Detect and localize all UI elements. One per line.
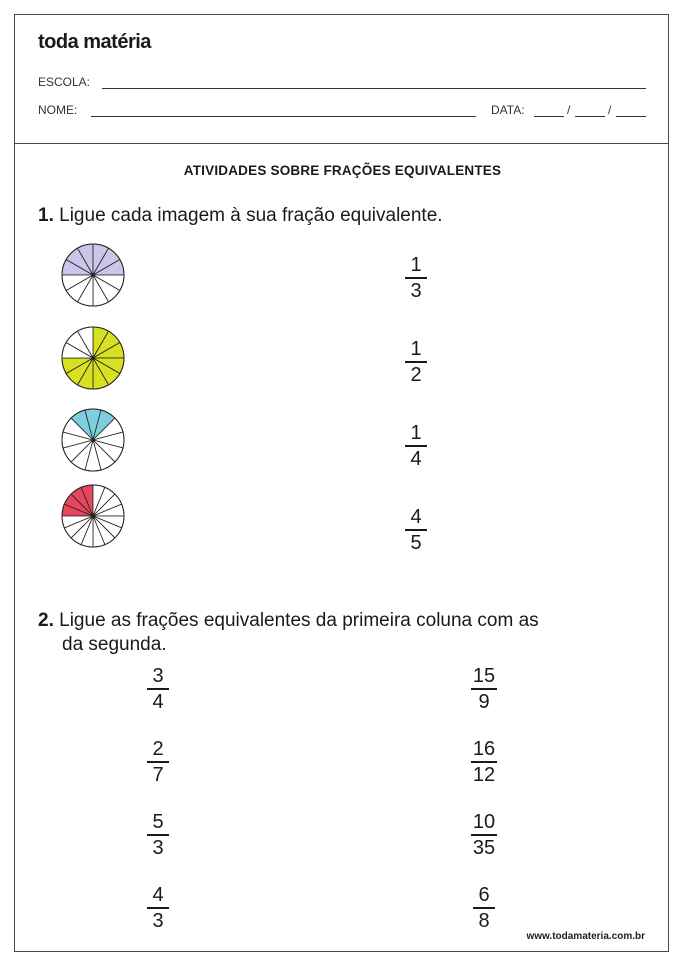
- date-label: DATA:: [491, 103, 525, 117]
- denominator: 5: [410, 531, 422, 554]
- header-divider: [14, 143, 669, 144]
- question-2: [38, 609, 539, 633]
- numerator: 1: [410, 422, 422, 444]
- denominator: 3: [152, 909, 164, 932]
- fraction-bar: [147, 761, 169, 763]
- fraction-q2-left-4: [128, 884, 188, 932]
- denominator: 12: [472, 763, 496, 786]
- fraction-bar: [405, 445, 427, 447]
- numerator: 4: [152, 884, 164, 906]
- numerator: 1: [410, 254, 422, 276]
- numerator: 4: [410, 506, 422, 528]
- page-title: ATIVIDADES SOBRE FRAÇÕES EQUIVALENTES: [183, 163, 502, 178]
- fraction-bar: [471, 688, 497, 690]
- denominator: 3: [410, 279, 422, 302]
- fraction-q1-2: [386, 338, 446, 386]
- name-line: [91, 116, 476, 117]
- numerator: 10: [472, 811, 496, 833]
- date-year-line: [616, 116, 646, 117]
- question-1: [38, 204, 443, 228]
- fraction-bar: [471, 834, 497, 836]
- date-month-line: [575, 116, 605, 117]
- fraction-bar: [147, 907, 169, 909]
- circle-center: [91, 356, 94, 359]
- numerator: 5: [152, 811, 164, 833]
- denominator: 35: [472, 836, 496, 859]
- numerator: 6: [478, 884, 490, 906]
- denominator: 4: [152, 690, 164, 713]
- question-2-number: 2.: [38, 610, 54, 631]
- fraction-q2-left-3: [128, 811, 188, 859]
- circle-center: [91, 438, 94, 441]
- school-line: [102, 88, 646, 89]
- date-day-line: [534, 116, 564, 117]
- school-label: ESCOLA:: [38, 75, 91, 89]
- fraction-circle-4: [60, 483, 126, 549]
- fraction-q1-1: [386, 254, 446, 302]
- fraction-bar: [147, 688, 169, 690]
- fraction-bar: [405, 277, 427, 279]
- denominator: 2: [410, 363, 422, 386]
- numerator: 1: [410, 338, 422, 360]
- fraction-q1-4: [386, 506, 446, 554]
- question-1-text: Ligue cada imagem à sua fração equivalente.: [59, 205, 443, 226]
- footer-url: www.todamateria.com.br: [526, 931, 645, 942]
- numerator: 2: [152, 738, 164, 760]
- numerator: 15: [472, 665, 496, 687]
- fraction-bar: [147, 834, 169, 836]
- denominator: 8: [478, 909, 490, 932]
- numerator: 16: [472, 738, 496, 760]
- question-2-line2: da segunda.: [62, 634, 167, 655]
- fraction-bar: [405, 361, 427, 363]
- fraction-q2-left-2: [128, 738, 188, 786]
- fraction-circle-1: [60, 242, 126, 308]
- logo: toda matéria: [38, 31, 151, 53]
- question-1-number: 1.: [38, 205, 54, 226]
- fraction-q1-3: [386, 422, 446, 470]
- fraction-circle-3: [60, 407, 126, 473]
- fraction-bar: [471, 761, 497, 763]
- denominator: 9: [478, 690, 490, 713]
- denominator: 7: [152, 763, 164, 786]
- fraction-q2-right-4: [454, 884, 514, 932]
- denominator: 4: [410, 447, 422, 470]
- date-sep-1: /: [567, 103, 571, 117]
- circle-center: [91, 514, 94, 517]
- fraction-q2-right-2: [454, 738, 514, 786]
- question-2-text-line1: Ligue as frações equivalentes da primeira coluna com as: [59, 610, 539, 631]
- name-label: NOME:: [38, 103, 78, 117]
- numerator: 3: [152, 665, 164, 687]
- circle-center: [91, 273, 94, 276]
- fraction-q2-left-1: [128, 665, 188, 713]
- fraction-q2-right-1: [454, 665, 514, 713]
- denominator: 3: [152, 836, 164, 859]
- fraction-bar: [473, 907, 495, 909]
- date-sep-2: /: [608, 103, 612, 117]
- fraction-circle-2: [60, 325, 126, 391]
- fraction-q2-right-3: [454, 811, 514, 859]
- fraction-bar: [405, 529, 427, 531]
